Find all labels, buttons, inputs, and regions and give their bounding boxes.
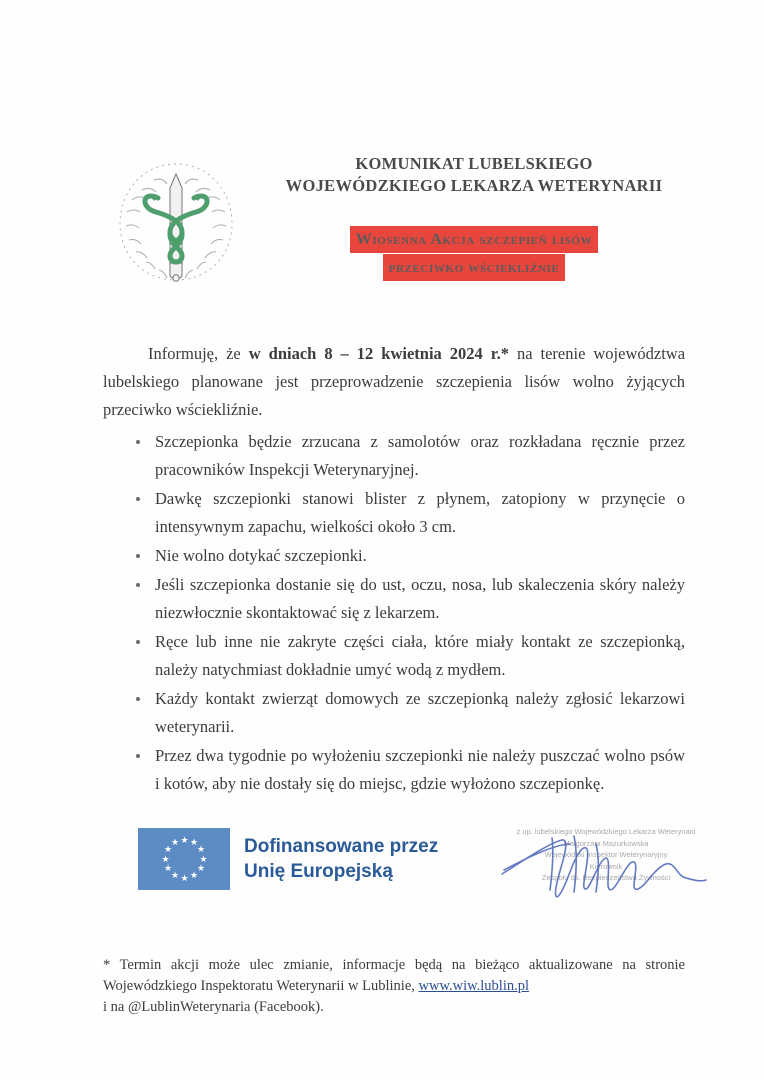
document-header xyxy=(0,148,764,298)
lead-paragraph xyxy=(103,340,685,424)
wiw-lublin-link[interactable]: www.wiw.lublin.pl xyxy=(418,978,530,994)
eu-star-icon: ★ xyxy=(171,837,180,848)
document-body xyxy=(103,340,685,799)
eu-funding-text-line-1: Dofinansowane przez xyxy=(244,836,439,857)
list-item: Szczepionka będzie zrzucana z samolotów oraz rozkładana ręcznie przez pracowników Inspekcji Weterynaryjnej. xyxy=(103,428,685,484)
campaign-banner-line-1: Wiosenna Akcja szczepień lisów xyxy=(350,226,598,253)
eu-star-icon: ★ xyxy=(164,844,173,854)
signature-line-2: Małgorzata Mazurkowska xyxy=(563,838,649,848)
european-union-flag xyxy=(138,828,230,890)
eu-star-icon: ★ xyxy=(180,872,189,883)
list-item: Nie wolno dotykać szczepionki. xyxy=(103,542,685,570)
footnote xyxy=(103,955,685,1018)
list-item: Jeśli szczepionka dostanie się do ust, oczu, nosa, lub skaleczenia skóry należy niezwłocznie skontaktować się z lekarzem. xyxy=(103,571,685,627)
campaign-banner xyxy=(248,226,700,281)
eu-funding-logo xyxy=(138,828,438,890)
list-item: Przez dwa tygodnie po wyłożeniu szczepionki nie należy puszczać wolno psów i kotów, aby nie dostały się do miejsc, gdzie wyłożono szczepionkę. xyxy=(103,742,685,798)
veterinary-caduceus-laurel-logo xyxy=(112,156,240,288)
eu-star-icon: ★ xyxy=(199,853,208,864)
campaign-banner-line-2: przeciwko wściekliźnie xyxy=(383,254,566,281)
footnote-text-before-link: * Termin akcji może ulec zmianie, informacje będą na bieżąco aktualizowane na stronie Wojewódzkiego Inspektoratu Weterynarii w Lublinie, xyxy=(103,957,685,994)
lead-text-before-bold: Informuję, że xyxy=(148,344,249,363)
eu-star-icon: ★ xyxy=(161,853,170,864)
eu-star-icon: ★ xyxy=(171,869,180,880)
signature-line-3: Wojewódzki Inspektor Weterynaryjny xyxy=(544,850,668,859)
page-title-line-1: KOMUNIKAT LUBELSKIEGO xyxy=(355,154,593,173)
footnote-text-after-link: i na @LublinWeterynaria (Facebook). xyxy=(103,999,324,1015)
eu-star-icon: ★ xyxy=(180,834,189,845)
lead-dates-bold: w dniach 8 – 12 kwietnia 2024 r.* xyxy=(248,344,509,363)
signature-line-4: Kierownik xyxy=(589,861,623,871)
eu-star-icon: ★ xyxy=(164,863,173,873)
eu-funding-text xyxy=(244,834,438,884)
page-title-line-2: WOJEWÓDZKIEGO LEKARZA WETERYNARII xyxy=(285,176,663,195)
list-item: Każdy kontakt zwierząt domowych ze szczepionką należy zgłosić lekarzowi weterynarii. xyxy=(103,685,685,741)
eu-star-icon: ★ xyxy=(190,869,199,880)
eu-star-icon: ★ xyxy=(196,844,206,854)
signature-line-1: z up. lubelskiego Wojewódzkiego Lekarza Weterynarii xyxy=(516,827,696,836)
eu-funding-text-line-2: Unię Europejską xyxy=(244,861,393,882)
signature-block xyxy=(500,826,712,912)
lead-text-after-bold: na terenie województwa lubelskiego planowane jest przeprowadzenie szczepienia lisów wolno żyjących przeciwko wściekliźnie. xyxy=(103,344,686,419)
list-item: Dawkę szczepionki stanowi blister z płynem, zatopiony w przynęcie o intensywnym zapachu, wielkości około 3 cm. xyxy=(103,485,685,541)
eu-star-icon: ★ xyxy=(196,863,206,873)
page-title xyxy=(248,153,700,197)
list-item: Ręce lub inne nie zakryte części ciała, które miały kontakt ze szczepionką, należy natychmiast dokładnie umyć wodą z mydłem. xyxy=(103,628,685,684)
instructions-list xyxy=(103,428,685,798)
handwritten-signature xyxy=(500,830,712,912)
eu-star-icon: ★ xyxy=(190,837,199,848)
signature-line-5: Zespołu ds. Bezpieczeństwa Żywności xyxy=(541,873,671,882)
